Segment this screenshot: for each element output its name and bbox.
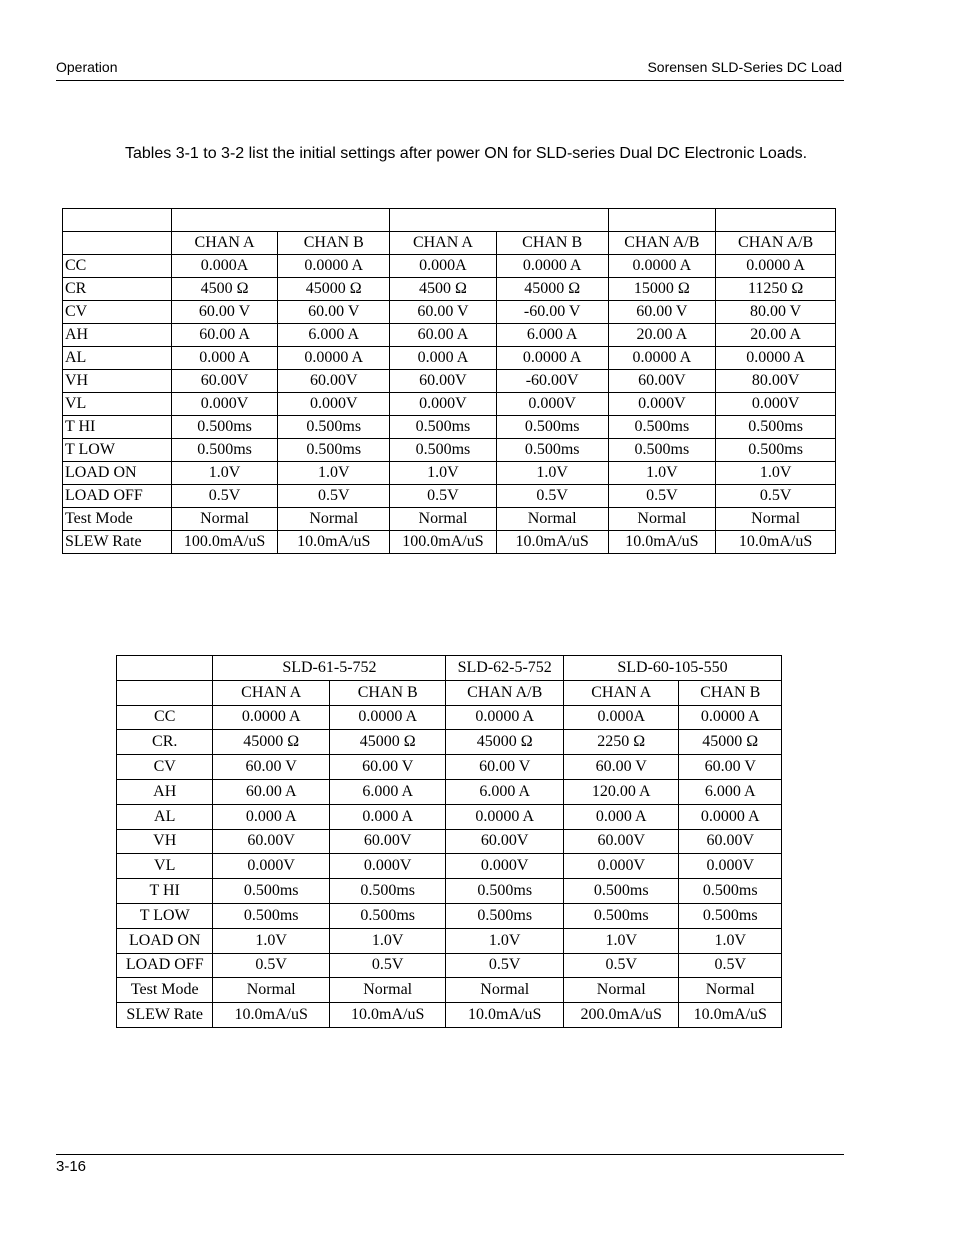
table-row xyxy=(117,854,782,879)
parameter-label: Test Mode xyxy=(117,978,213,1003)
table-row xyxy=(63,462,836,485)
setting-value: 45000 Ω xyxy=(278,278,390,301)
setting-value: Normal xyxy=(390,508,497,531)
setting-value: Normal xyxy=(213,978,330,1003)
table-row xyxy=(63,416,836,439)
setting-value: 45000 Ω xyxy=(329,730,446,755)
setting-value: 10.0mA/uS xyxy=(716,531,836,554)
setting-value: 1.0V xyxy=(563,928,679,953)
setting-value: 4500 Ω xyxy=(390,278,497,301)
setting-value: 0.5V xyxy=(213,953,330,978)
setting-value: 0.000V xyxy=(213,854,330,879)
setting-value: 0.500ms xyxy=(608,416,716,439)
setting-value: 0.500ms xyxy=(446,903,564,928)
setting-value: 1.0V xyxy=(171,462,278,485)
setting-value: 60.00V xyxy=(329,829,446,854)
setting-value: 60.00 V xyxy=(446,755,564,780)
setting-value: 80.00V xyxy=(716,370,836,393)
setting-value: -60.00V xyxy=(496,370,608,393)
setting-value: 0.5V xyxy=(329,953,446,978)
setting-value: 0.500ms xyxy=(329,879,446,904)
table-row xyxy=(63,393,836,416)
setting-value: 10.0mA/uS xyxy=(213,1003,330,1028)
table-row xyxy=(117,779,782,804)
parameter-label: SLEW Rate xyxy=(63,531,172,554)
setting-value: 0.0000 A xyxy=(496,347,608,370)
setting-value: 0.0000 A xyxy=(446,705,564,730)
setting-value: 0.000V xyxy=(171,393,278,416)
setting-value: 45000 Ω xyxy=(446,730,564,755)
setting-value: 100.0mA/uS xyxy=(171,531,278,554)
table-row xyxy=(63,439,836,462)
setting-value: 0.000V xyxy=(278,393,390,416)
parameter-label: CC xyxy=(63,255,172,278)
setting-value: 0.000A xyxy=(390,255,497,278)
setting-value: 0.5V xyxy=(278,485,390,508)
setting-value: 10.0mA/uS xyxy=(278,531,390,554)
parameter-label: VL xyxy=(63,393,172,416)
table1-corner-cell xyxy=(63,209,172,232)
parameter-label: AH xyxy=(63,324,172,347)
channel-header: CHAN A/B xyxy=(446,680,564,705)
setting-value: 1.0V xyxy=(496,462,608,485)
setting-value: 11250 Ω xyxy=(716,278,836,301)
setting-value: 0.500ms xyxy=(390,439,497,462)
setting-value: 120.00 A xyxy=(563,779,679,804)
parameter-label: CC xyxy=(117,705,213,730)
setting-value: 0.0000 A xyxy=(716,347,836,370)
setting-value: 0.0000 A xyxy=(446,804,564,829)
setting-value: 60.00V xyxy=(171,370,278,393)
channel-header: CHAN A xyxy=(213,680,330,705)
setting-value: Normal xyxy=(278,508,390,531)
parameter-label: AL xyxy=(117,804,213,829)
setting-value: 10.0mA/uS xyxy=(608,531,716,554)
table2-model-cell: SLD-62-5-752 xyxy=(446,656,564,681)
table1-model-header-row xyxy=(63,209,836,232)
setting-value: Normal xyxy=(171,508,278,531)
setting-value: 0.000V xyxy=(608,393,716,416)
settings-table-2 xyxy=(116,655,782,1028)
setting-value: 10.0mA/uS xyxy=(679,1003,782,1028)
setting-value: 0.500ms xyxy=(278,439,390,462)
setting-value: 6.000 A xyxy=(496,324,608,347)
setting-value: 1.0V xyxy=(679,928,782,953)
setting-value: 10.0mA/uS xyxy=(496,531,608,554)
setting-value: 60.00V xyxy=(278,370,390,393)
table-row xyxy=(117,804,782,829)
setting-value: 1.0V xyxy=(329,928,446,953)
table1-channel-header-row xyxy=(63,232,836,255)
table-row xyxy=(117,879,782,904)
setting-value: 0.000V xyxy=(563,854,679,879)
setting-value: 0.0000 A xyxy=(608,347,716,370)
setting-value: 0.5V xyxy=(563,953,679,978)
parameter-label: LOAD ON xyxy=(117,928,213,953)
table1-model-cell xyxy=(608,209,716,232)
setting-value: 0.5V xyxy=(679,953,782,978)
setting-value: 0.0000 A xyxy=(716,255,836,278)
channel-header: CHAN B xyxy=(329,680,446,705)
setting-value: 2250 Ω xyxy=(563,730,679,755)
parameter-label: T LOW xyxy=(117,903,213,928)
setting-value: 0.500ms xyxy=(679,879,782,904)
parameter-label: T HI xyxy=(63,416,172,439)
parameter-label: LOAD ON xyxy=(63,462,172,485)
setting-value: -60.00 V xyxy=(496,301,608,324)
setting-value: 60.00V xyxy=(213,829,330,854)
setting-value: Normal xyxy=(329,978,446,1003)
table-row xyxy=(63,278,836,301)
channel-header: CHAN B xyxy=(496,232,608,255)
parameter-label: SLEW Rate xyxy=(117,1003,213,1028)
setting-value: 0.000A xyxy=(171,255,278,278)
setting-value: 0.5V xyxy=(608,485,716,508)
setting-value: 0.500ms xyxy=(329,903,446,928)
setting-value: 6.000 A xyxy=(446,779,564,804)
table2-model-cell: SLD-60-105-550 xyxy=(563,656,781,681)
parameter-label: Test Mode xyxy=(63,508,172,531)
setting-value: 0.5V xyxy=(390,485,497,508)
setting-value: Normal xyxy=(679,978,782,1003)
table-row xyxy=(63,370,836,393)
parameter-label: AL xyxy=(63,347,172,370)
table1-model-cell xyxy=(390,209,608,232)
setting-value: 60.00 V xyxy=(329,755,446,780)
table1-model-cell xyxy=(171,209,389,232)
table1-channel-corner-cell xyxy=(63,232,172,255)
channel-header: CHAN A xyxy=(171,232,278,255)
table-row xyxy=(63,531,836,554)
parameter-label: T LOW xyxy=(63,439,172,462)
setting-value: 0.0000 A xyxy=(213,705,330,730)
setting-value: 0.000V xyxy=(496,393,608,416)
table-row xyxy=(63,485,836,508)
setting-value: 60.00 V xyxy=(390,301,497,324)
setting-value: 1.0V xyxy=(278,462,390,485)
setting-value: 0.0000 A xyxy=(496,255,608,278)
setting-value: 60.00 A xyxy=(390,324,497,347)
setting-value: 60.00 V xyxy=(278,301,390,324)
table1-model-cell xyxy=(716,209,836,232)
setting-value: 60.00 V xyxy=(563,755,679,780)
parameter-label: CR. xyxy=(117,730,213,755)
setting-value: 1.0V xyxy=(390,462,497,485)
setting-value: 0.000 A xyxy=(171,347,278,370)
setting-value: 0.500ms xyxy=(213,879,330,904)
setting-value: 0.000V xyxy=(679,854,782,879)
setting-value: 0.500ms xyxy=(213,903,330,928)
setting-value: 0.000 A xyxy=(563,804,679,829)
header-section-title: Operation xyxy=(56,59,118,75)
channel-header: CHAN A xyxy=(563,680,679,705)
setting-value: 80.00 V xyxy=(716,301,836,324)
setting-value: 0.5V xyxy=(496,485,608,508)
table2-model-cell: SLD-61-5-752 xyxy=(213,656,446,681)
setting-value: 0.000V xyxy=(716,393,836,416)
setting-value: 0.500ms xyxy=(496,439,608,462)
setting-value: 45000 Ω xyxy=(679,730,782,755)
setting-value: 1.0V xyxy=(716,462,836,485)
setting-value: 6.000 A xyxy=(679,779,782,804)
table-row xyxy=(63,347,836,370)
setting-value: 45000 Ω xyxy=(496,278,608,301)
table-row xyxy=(63,508,836,531)
setting-value: Normal xyxy=(608,508,716,531)
setting-value: 1.0V xyxy=(446,928,564,953)
page-number: 3-16 xyxy=(56,1158,87,1175)
setting-value: 100.0mA/uS xyxy=(390,531,497,554)
setting-value: 0.0000 A xyxy=(679,804,782,829)
channel-header: CHAN B xyxy=(679,680,782,705)
setting-value: 0.0000 A xyxy=(608,255,716,278)
setting-value: 20.00 A xyxy=(716,324,836,347)
setting-value: 0.500ms xyxy=(496,416,608,439)
setting-value: 0.500ms xyxy=(716,416,836,439)
setting-value: 1.0V xyxy=(608,462,716,485)
setting-value: Normal xyxy=(716,508,836,531)
header-document-title: Sorensen SLD-Series DC Load xyxy=(647,59,842,75)
setting-value: 0.0000 A xyxy=(679,705,782,730)
parameter-label: CR xyxy=(63,278,172,301)
setting-value: 60.00 A xyxy=(171,324,278,347)
setting-value: 60.00 V xyxy=(679,755,782,780)
setting-value: 0.500ms xyxy=(608,439,716,462)
table-row xyxy=(117,755,782,780)
setting-value: 0.500ms xyxy=(171,439,278,462)
setting-value: 0.000V xyxy=(446,854,564,879)
parameter-label: AH xyxy=(117,779,213,804)
setting-value: 10.0mA/uS xyxy=(446,1003,564,1028)
setting-value: 4500 Ω xyxy=(171,278,278,301)
table2-channel-corner-cell xyxy=(117,680,213,705)
header-divider xyxy=(56,80,844,81)
setting-value: Normal xyxy=(563,978,679,1003)
setting-value: 6.000 A xyxy=(329,779,446,804)
setting-value: 60.00 V xyxy=(213,755,330,780)
channel-header: CHAN A xyxy=(390,232,497,255)
setting-value: 60.00 A xyxy=(213,779,330,804)
setting-value: 20.00 A xyxy=(608,324,716,347)
setting-value: 0.000V xyxy=(329,854,446,879)
table-row xyxy=(63,301,836,324)
setting-value: 0.500ms xyxy=(278,416,390,439)
setting-value: 60.00V xyxy=(608,370,716,393)
table-row xyxy=(63,324,836,347)
setting-value: 0.000 A xyxy=(329,804,446,829)
table-row xyxy=(117,829,782,854)
parameter-label: VH xyxy=(63,370,172,393)
setting-value: 0.500ms xyxy=(563,879,679,904)
table-row xyxy=(117,705,782,730)
table-row xyxy=(117,978,782,1003)
setting-value: 0.0000 A xyxy=(278,255,390,278)
setting-value: 0.500ms xyxy=(716,439,836,462)
setting-value: 0.0000 A xyxy=(329,705,446,730)
setting-value: 0.5V xyxy=(716,485,836,508)
setting-value: 0.5V xyxy=(171,485,278,508)
setting-value: 0.000 A xyxy=(213,804,330,829)
setting-value: 6.000 A xyxy=(278,324,390,347)
setting-value: Normal xyxy=(446,978,564,1003)
table-row xyxy=(117,1003,782,1028)
setting-value: 60.00V xyxy=(679,829,782,854)
table-row xyxy=(117,953,782,978)
table-row xyxy=(117,903,782,928)
setting-value: 10.0mA/uS xyxy=(329,1003,446,1028)
parameter-label: LOAD OFF xyxy=(63,485,172,508)
setting-value: 60.00V xyxy=(563,829,679,854)
setting-value: 15000 Ω xyxy=(608,278,716,301)
channel-header: CHAN B xyxy=(278,232,390,255)
setting-value: 60.00 V xyxy=(608,301,716,324)
parameter-label: LOAD OFF xyxy=(117,953,213,978)
setting-value: 0.500ms xyxy=(679,903,782,928)
settings-table-1 xyxy=(62,208,836,554)
parameter-label: CV xyxy=(63,301,172,324)
parameter-label: CV xyxy=(117,755,213,780)
setting-value: 0.500ms xyxy=(446,879,564,904)
parameter-label: T HI xyxy=(117,879,213,904)
setting-value: 60.00V xyxy=(446,829,564,854)
parameter-label: VL xyxy=(117,854,213,879)
setting-value: 0.500ms xyxy=(171,416,278,439)
table-row xyxy=(117,730,782,755)
channel-header: CHAN A/B xyxy=(716,232,836,255)
table-row xyxy=(63,255,836,278)
setting-value: 60.00V xyxy=(390,370,497,393)
footer-divider xyxy=(56,1154,844,1155)
setting-value: 0.500ms xyxy=(563,903,679,928)
intro-paragraph: Tables 3-1 to 3-2 list the initial settings after power ON for SLD-series Dual DC Electronic Loads. xyxy=(125,145,808,162)
parameter-label: VH xyxy=(117,829,213,854)
setting-value: 45000 Ω xyxy=(213,730,330,755)
table-row xyxy=(117,928,782,953)
setting-value: 0.5V xyxy=(446,953,564,978)
setting-value: 200.0mA/uS xyxy=(563,1003,679,1028)
setting-value: 0.0000 A xyxy=(278,347,390,370)
table2-channel-header-row xyxy=(117,680,782,705)
channel-header: CHAN A/B xyxy=(608,232,716,255)
table2-corner-cell xyxy=(117,656,213,681)
setting-value: 0.000V xyxy=(390,393,497,416)
setting-value: 0.000A xyxy=(563,705,679,730)
setting-value: 0.500ms xyxy=(390,416,497,439)
table2-model-header-row xyxy=(117,656,782,681)
setting-value: Normal xyxy=(496,508,608,531)
setting-value: 60.00 V xyxy=(171,301,278,324)
setting-value: 1.0V xyxy=(213,928,330,953)
setting-value: 0.000 A xyxy=(390,347,497,370)
